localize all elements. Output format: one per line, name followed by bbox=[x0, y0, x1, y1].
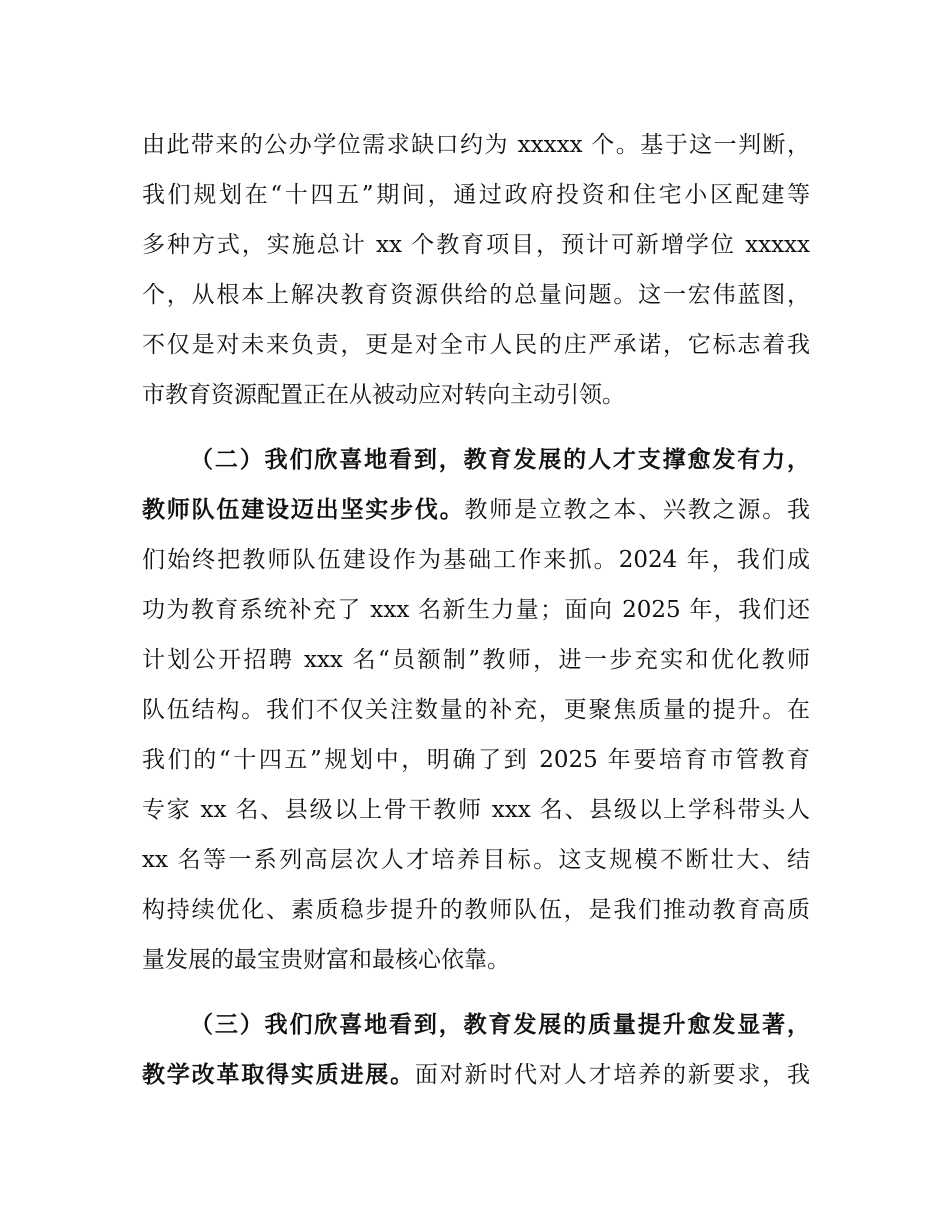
paragraph-line: 我们规划在“十四五”期间，通过政府投资和住宅小区配建等 bbox=[142, 182, 810, 208]
paragraph-line: 量发展的最宝贵财富和最核心依靠。 bbox=[142, 947, 510, 973]
paragraph-line: 不仅是对未来负责，更是对全市人民的庄严承诺，它标志着我 bbox=[142, 332, 810, 358]
paragraph-line: 们始终把教师队伍建设作为基础工作来抓。2024 年，我们成 bbox=[142, 547, 810, 573]
paragraph-line: 个，从根本上解决教育资源供给的总量问题。这一宏伟蓝图， bbox=[142, 282, 810, 308]
paragraph-line: 队伍结构。我们不仅关注数量的补充，更聚焦质量的提升。在 bbox=[142, 697, 810, 723]
paragraph-line: 专家 xx 名、县级以上骨干教师 xxx 名、县级以上学科带头人 bbox=[142, 797, 810, 823]
paragraph-line: 功为教育系统补充了 xxx 名新生力量；面向 2025 年，我们还 bbox=[142, 597, 810, 623]
section-heading: （二）我们欣喜地看到，教育发展的人才支撑愈发有力， bbox=[190, 447, 810, 473]
paragraph-text: 教师是立教之本、兴教之源。我 bbox=[464, 497, 811, 523]
section-heading-continuation: 教师队伍建设迈出坚实步伐。 bbox=[142, 497, 465, 523]
section-heading-continuation: 教学改革取得实质进展。 bbox=[142, 1062, 415, 1088]
paragraph-text: 面对新时代对人才培养的新要求，我 bbox=[414, 1062, 811, 1088]
paragraph-line: 构持续优化、素质稳步提升的教师队伍，是我们推动教育高质 bbox=[142, 897, 810, 923]
paragraph-line bbox=[142, 1055, 810, 1095]
paragraph-line: 我们的“十四五”规划中，明确了到 2025 年要培育市管教育 bbox=[142, 747, 810, 773]
paragraph-line: xx 名等一系列高层次人才培养目标。这支规模不断壮大、结 bbox=[142, 847, 810, 873]
section-heading: （三）我们欣喜地看到，教育发展的质量提升愈发显著， bbox=[190, 1012, 810, 1038]
paragraph-line: 计划公开招聘 xxx 名“员额制”教师，进一步充实和优化教师 bbox=[142, 647, 810, 673]
paragraph-line: 多种方式，实施总计 xx 个教育项目，预计可新增学位 xxxxx bbox=[142, 232, 810, 258]
paragraph-line: 市教育资源配置正在从被动应对转向主动引领。 bbox=[142, 382, 625, 408]
paragraph-line bbox=[142, 490, 810, 530]
paragraph-line: 由此带来的公办学位需求缺口约为 xxxxx 个。基于这一判断， bbox=[142, 132, 810, 158]
